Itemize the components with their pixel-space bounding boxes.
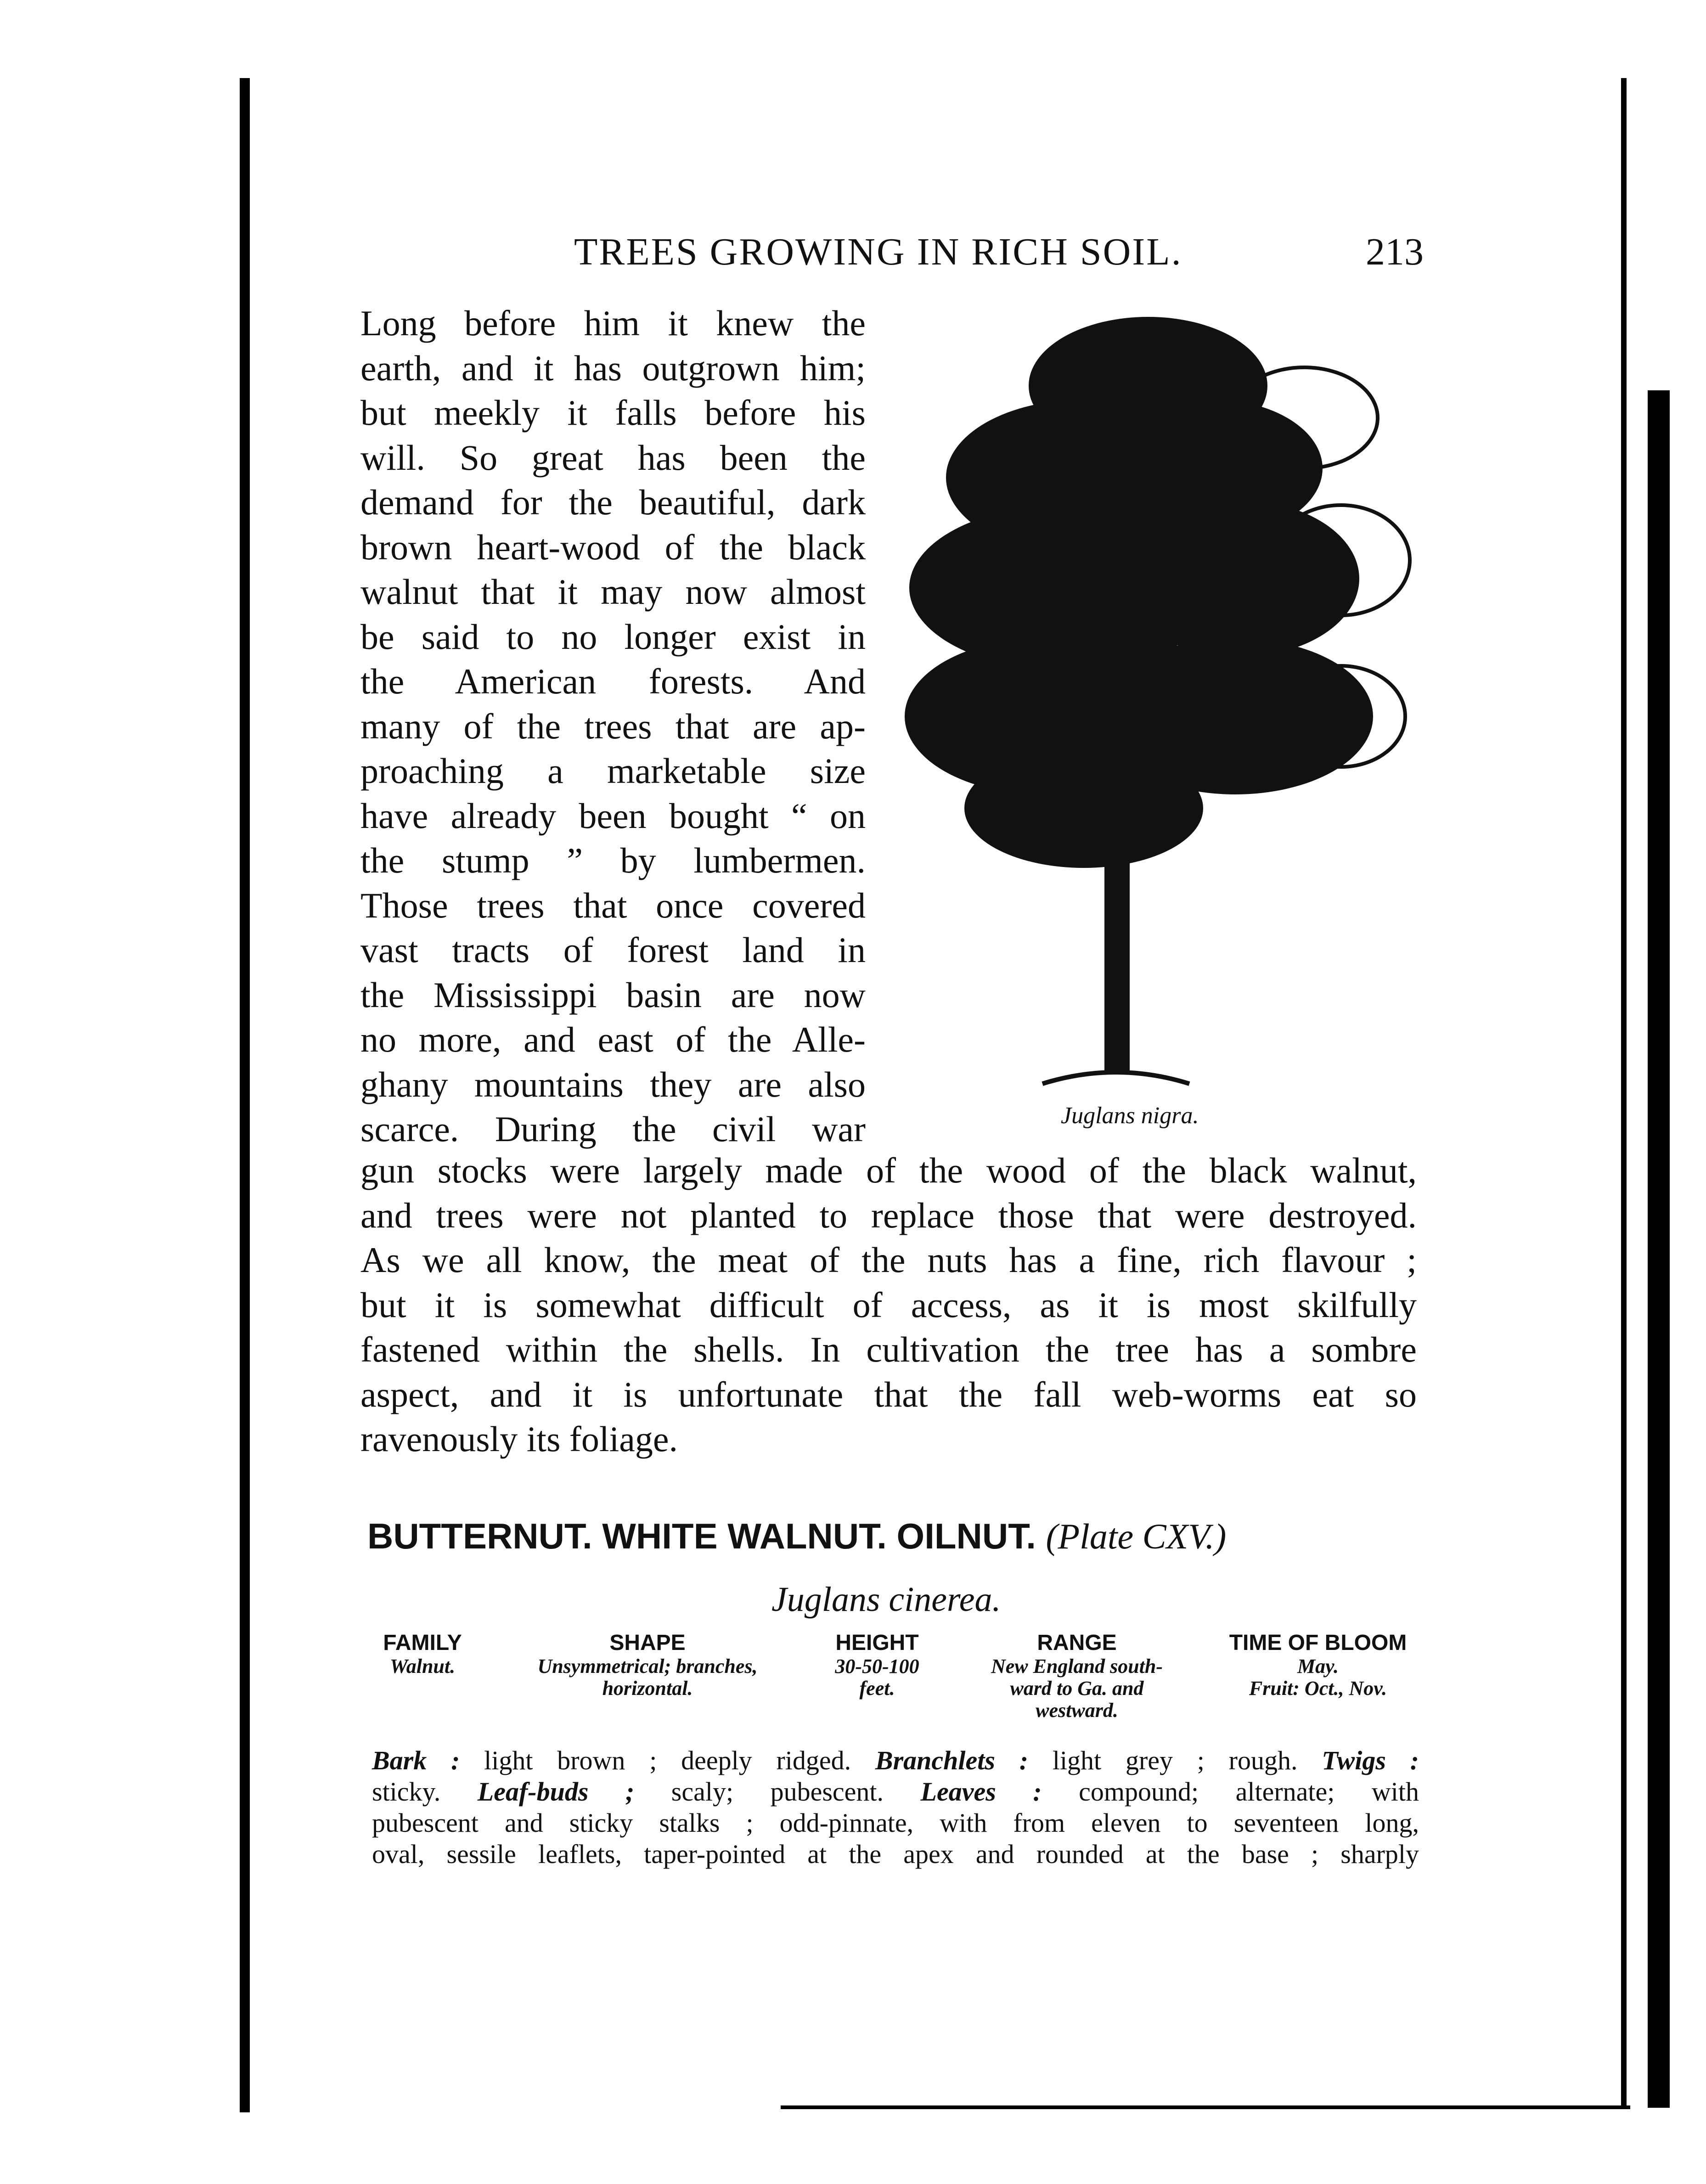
- facts-value: Unsymmetrical; branches,: [537, 1655, 758, 1677]
- scan-edge-right-outer: [1648, 390, 1670, 2108]
- text-line: ravenously its foliage.: [360, 1419, 678, 1459]
- facts-value: 30-50-100: [835, 1655, 919, 1677]
- text-line: [372, 1745, 1419, 1776]
- plate-reference: (Plate CXV.): [1046, 1516, 1227, 1556]
- term: Leaves :: [920, 1777, 1042, 1807]
- running-title: TREES GROWING IN RICH SOIL.: [574, 231, 1182, 273]
- facts-header: RANGE: [1037, 1631, 1117, 1655]
- definition: compound; alternate; with: [1042, 1777, 1419, 1807]
- facts-column-height: [817, 1630, 937, 1700]
- facts-value: horizontal.: [602, 1677, 693, 1700]
- text-line: As we all know, the meat of the nuts has a fine, rich flavour ;: [360, 1240, 1417, 1280]
- facts-value: Walnut.: [389, 1655, 456, 1677]
- facts-column-range: [941, 1630, 1212, 1722]
- text-line: have already been bought “ on: [360, 795, 866, 836]
- facts-value: westward.: [1036, 1699, 1118, 1722]
- text-line: [372, 1776, 1419, 1807]
- text-line: scarce. During the civil war: [360, 1109, 866, 1149]
- definition: light grey ; rough.: [1028, 1745, 1322, 1775]
- facts-table: [363, 1630, 1419, 1731]
- text-line: gun stocks were largely made of the wood of the black walnut,: [360, 1150, 1417, 1190]
- text-line: oval, sessile leaflets, taper-pointed at the apex and rounded at the base ; sharply: [372, 1839, 1419, 1869]
- facts-column-family: [363, 1630, 482, 1677]
- definition: scaly; pubescent.: [634, 1777, 921, 1807]
- figure-caption: Juglans nigra.: [1061, 1103, 1199, 1129]
- page-number: 213: [1366, 231, 1424, 273]
- facts-header: HEIGHT: [835, 1631, 919, 1655]
- facts-value: feet.: [859, 1677, 895, 1700]
- scan-edge-bottom: [781, 2105, 1630, 2109]
- text-line: demand for the beautiful, dark: [360, 482, 866, 522]
- term: Bark :: [372, 1745, 460, 1775]
- latin-name: Juglans cinerea.: [771, 1580, 1001, 1619]
- facts-value: ward to Ga. and: [1010, 1677, 1144, 1700]
- text-line: Those trees that once covered: [360, 885, 866, 925]
- term: Branchlets :: [875, 1745, 1029, 1775]
- narrow-column-text: [360, 301, 866, 1152]
- facts-value: Fruit: Oct., Nov.: [1249, 1677, 1387, 1700]
- text-line: Long before him it knew the: [360, 303, 866, 343]
- text-line: aspect, and it is unfortunate that the fall web-worms eat so: [360, 1374, 1417, 1414]
- text-line: will. So great has been the: [360, 437, 866, 478]
- text-line: the Mississippi basin are now: [360, 974, 866, 1015]
- term: Twigs :: [1322, 1745, 1419, 1775]
- text-line: earth, and it has outgrown him;: [360, 348, 866, 388]
- definition: light brown ; deeply ridged.: [460, 1745, 875, 1775]
- entry-title: BUTTERNUT. WHITE WALNUT. OILNUT.: [367, 1516, 1036, 1556]
- text-line: pubescent and sticky stalks ; odd-pinnate, with from eleven to seventeen long,: [372, 1808, 1419, 1838]
- text-line: be said to no longer exist in: [360, 616, 866, 657]
- facts-header: FAMILY: [383, 1631, 462, 1655]
- text-line: walnut that it may now almost: [360, 572, 866, 612]
- text-line: the American forests. And: [360, 661, 866, 701]
- text-line: many of the trees that are ap-: [360, 706, 866, 746]
- scan-edge-right: [1621, 78, 1627, 2108]
- scan-edge-left: [240, 78, 250, 2112]
- facts-header: TIME OF BLOOM: [1229, 1631, 1407, 1655]
- facts-value: New England south-: [991, 1655, 1163, 1677]
- text-line: and trees were not planted to replace those that were destroyed.: [360, 1195, 1417, 1235]
- text-line: brown heart-wood of the black: [360, 527, 866, 567]
- text-line: fastened within the shells. In cultivation the tree has a sombre: [360, 1329, 1417, 1369]
- text-line: vast tracts of forest land in: [360, 930, 866, 970]
- text-line: but meekly it falls before his: [360, 393, 866, 433]
- text-line: proaching a marketable size: [360, 751, 866, 791]
- facts-column-shape: [478, 1630, 817, 1700]
- facts-value: May.: [1297, 1655, 1339, 1677]
- text-line: the stump ” by lumbermen.: [360, 840, 866, 880]
- running-head: [358, 230, 1424, 271]
- definition: sticky.: [372, 1777, 478, 1807]
- tree-illustration-icon: [891, 303, 1428, 1120]
- entry-heading: [367, 1515, 1419, 1557]
- facts-header: SHAPE: [609, 1631, 686, 1655]
- term: Leaf-buds ;: [477, 1777, 635, 1807]
- full-width-text: [360, 1148, 1417, 1462]
- text-line: ghany mountains they are also: [360, 1064, 866, 1104]
- description-text: [372, 1745, 1419, 1870]
- text-line: no more, and east of the Alle-: [360, 1019, 866, 1059]
- facts-column-bloom: [1217, 1630, 1419, 1700]
- text-line: but it is somewhat difficult of access, as it is most skilfully: [360, 1284, 1417, 1325]
